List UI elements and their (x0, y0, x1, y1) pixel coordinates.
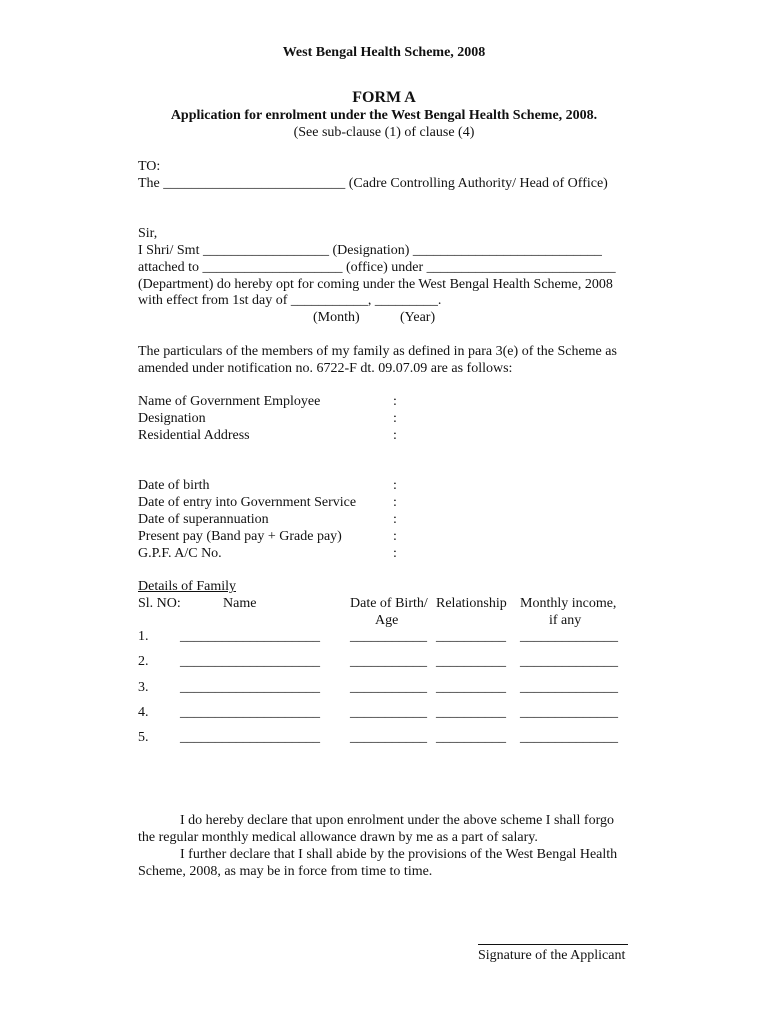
field-label: Date of birth (138, 478, 210, 493)
field-row (0, 393, 768, 410)
family-row (0, 704, 768, 721)
field-label: Present pay (Band pay + Grade pay) (138, 529, 342, 544)
declaration-p1-line1: I do hereby declare that upon enrolment under the above scheme I shall forgo (180, 813, 614, 828)
relationship-blank: __________ (436, 654, 506, 669)
dob-blank: ___________ (350, 629, 427, 644)
name-blank: ____________________ (180, 730, 320, 745)
field-row (0, 410, 768, 427)
field-label: Designation (138, 411, 206, 426)
form-title: FORM A (352, 89, 416, 106)
income-blank: ______________ (520, 705, 618, 720)
income-blank: ______________ (520, 680, 618, 695)
income-blank: ______________ (520, 629, 618, 644)
family-row (0, 679, 768, 696)
name-blank: ____________________ (180, 654, 320, 669)
family-row (0, 729, 768, 746)
dob-blank: ___________ (350, 705, 427, 720)
declaration-p2-line1: I further declare that I shall abide by the provisions of the West Bengal Health (180, 847, 618, 862)
particulars-line-2: amended under notification no. 6722-F dt. 09.07.09 are as follows: (138, 361, 513, 376)
row-number: 4. (138, 705, 149, 720)
declaration-p1-line2: the regular monthly medical allowance drawn by me as a part of salary. (138, 830, 538, 845)
salutation: Sir, (138, 226, 158, 241)
declaration-p2-line2: Scheme, 2008, as may be in force from time to time. (138, 864, 433, 879)
field-colon: : (393, 428, 397, 443)
field-label: Date of superannuation (138, 512, 269, 527)
field-colon: : (393, 529, 397, 544)
field-colon: : (393, 495, 397, 510)
particulars-line-1: The particulars of the members of my family as defined in para 3(e) of the Scheme as (138, 344, 617, 359)
addressee-line: The __________________________ (Cadre Controlling Authority/ Head of Office) (138, 176, 608, 191)
dob-blank: ___________ (350, 730, 427, 745)
row-number: 3. (138, 680, 149, 695)
name-blank: ____________________ (180, 680, 320, 695)
relationship-blank: __________ (436, 680, 506, 695)
col-relationship: Relationship (436, 596, 507, 611)
field-colon: : (393, 546, 397, 561)
sub-clause: (See sub-clause (1) of clause (4) (293, 125, 475, 140)
field-row (0, 528, 768, 545)
income-blank: ______________ (520, 654, 618, 669)
body-line-3: (Department) do hereby opt for coming under the West Bengal Health Scheme, 2008 (138, 277, 613, 292)
field-row (0, 494, 768, 511)
scheme-title: West Bengal Health Scheme, 2008 (282, 45, 486, 60)
signature-label: Signature of the Applicant (478, 948, 626, 963)
field-colon: : (393, 478, 397, 493)
col-name: Name (223, 596, 257, 611)
field-row (0, 511, 768, 528)
body-line-1: I Shri/ Smt __________________ (Designation) ___________________________ (138, 243, 602, 258)
col-income-any: if any (549, 613, 582, 628)
col-income: Monthly income, (520, 596, 617, 611)
body-line-4: with effect from 1st day of ___________, _________. (138, 293, 442, 308)
col-age: Age (375, 613, 399, 628)
field-colon: : (393, 411, 397, 426)
field-label: G.P.F. A/C No. (138, 546, 222, 561)
name-blank: ____________________ (180, 705, 320, 720)
to-label: TO: (138, 159, 161, 174)
family-heading: Details of Family (138, 579, 236, 594)
relationship-blank: __________ (436, 730, 506, 745)
col-sl-no: Sl. NO: (138, 596, 181, 611)
year-label: (Year) (400, 310, 436, 325)
body-line-2: attached to ____________________ (office) under ___________________________ (138, 260, 616, 275)
field-colon: : (393, 512, 397, 527)
month-label: (Month) (313, 310, 360, 325)
dob-blank: ___________ (350, 654, 427, 669)
application-title: Application for enrolment under the West Bengal Health Scheme, 2008. (170, 108, 598, 123)
field-label: Name of Government Employee (138, 394, 321, 409)
family-row (0, 653, 768, 670)
signature-line (478, 944, 628, 945)
field-row (0, 427, 768, 444)
col-dob: Date of Birth/ (350, 596, 428, 611)
name-blank: ____________________ (180, 629, 320, 644)
row-number: 1. (138, 629, 149, 644)
row-number: 5. (138, 730, 149, 745)
family-row (0, 628, 768, 645)
field-label: Residential Address (138, 428, 250, 443)
field-colon: : (393, 394, 397, 409)
income-blank: ______________ (520, 730, 618, 745)
field-label: Date of entry into Government Service (138, 495, 357, 510)
field-row (0, 545, 768, 562)
field-row (0, 477, 768, 494)
dob-blank: ___________ (350, 680, 427, 695)
relationship-blank: __________ (436, 629, 506, 644)
relationship-blank: __________ (436, 705, 506, 720)
row-number: 2. (138, 654, 149, 669)
